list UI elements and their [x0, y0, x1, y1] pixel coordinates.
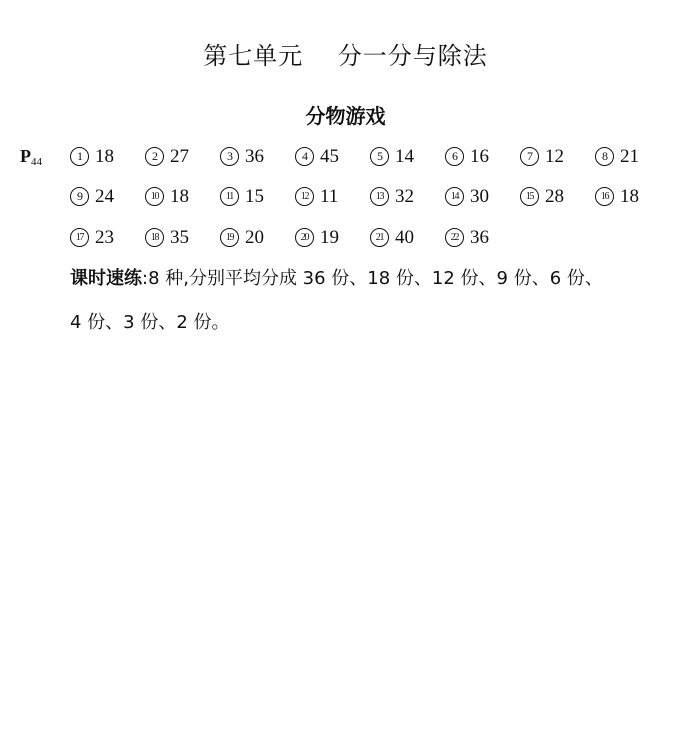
answer-item [445, 184, 520, 208]
question-number: 14 [445, 187, 464, 206]
answer-value: 32 [395, 185, 414, 207]
answer-item [70, 184, 145, 208]
answer-item [145, 184, 220, 208]
answer-item [520, 184, 595, 208]
question-number: 9 [70, 187, 89, 206]
answer-item [145, 144, 220, 168]
answer-value: 20 [245, 226, 264, 248]
practice-text-1: :8 种,分别平均分成 36 份、18 份、12 份、9 份、6 份、 [142, 268, 603, 289]
page-reference-number: 44 [31, 156, 42, 168]
question-number: 3 [220, 147, 239, 166]
question-number: 20 [295, 228, 314, 247]
answer-item [295, 225, 370, 249]
question-number: 10 [145, 187, 164, 206]
answer-item [595, 184, 670, 208]
answer-item [445, 144, 520, 168]
answer-item [370, 144, 445, 168]
page-reference [20, 146, 42, 168]
page-reference-letter: P [20, 146, 31, 166]
answer-value: 15 [245, 185, 264, 207]
answer-value: 21 [620, 145, 639, 167]
answer-value: 23 [95, 226, 114, 248]
answer-value: 27 [170, 145, 189, 167]
answer-value: 18 [620, 185, 639, 207]
answer-item [595, 144, 670, 168]
answer-value: 14 [395, 145, 414, 167]
practice-line-2 [70, 308, 230, 334]
question-number: 13 [370, 187, 389, 206]
answer-value: 19 [320, 226, 339, 248]
answer-item [145, 225, 220, 249]
answer-value: 35 [170, 226, 189, 248]
answer-value: 40 [395, 226, 414, 248]
answer-item [70, 144, 145, 168]
answer-value: 45 [320, 145, 339, 167]
question-number: 15 [520, 187, 539, 206]
answer-item [295, 184, 370, 208]
answer-value: 36 [470, 226, 489, 248]
question-number: 21 [370, 228, 389, 247]
answer-value: 36 [245, 145, 264, 167]
answer-value: 11 [320, 185, 339, 207]
question-number: 4 [295, 147, 314, 166]
answer-value: 30 [470, 185, 489, 207]
answer-value: 18 [170, 185, 189, 207]
answer-item [445, 225, 520, 249]
answer-item [220, 225, 295, 249]
question-number: 19 [220, 228, 239, 247]
question-number: 7 [520, 147, 539, 166]
answer-value: 18 [95, 145, 114, 167]
answer-item [520, 144, 595, 168]
practice-label: 课时速练 [70, 268, 142, 289]
practice-line-1 [70, 264, 603, 290]
answer-item [70, 225, 145, 249]
question-number: 11 [220, 187, 239, 206]
practice-text-2: 4 份、3 份、2 份。 [70, 312, 230, 333]
question-number: 1 [70, 147, 89, 166]
page-title: 第七单元 分一分与除法 [203, 42, 488, 70]
answer-value: 16 [470, 145, 489, 167]
answer-value: 28 [545, 185, 564, 207]
section-title: 分物游戏 [305, 104, 386, 128]
question-number: 5 [370, 147, 389, 166]
answer-value: 24 [95, 185, 114, 207]
question-number: 8 [595, 147, 614, 166]
question-number: 22 [445, 228, 464, 247]
question-number: 12 [295, 187, 314, 206]
answer-item [220, 144, 295, 168]
answer-item [370, 225, 445, 249]
answer-item [220, 184, 295, 208]
question-number: 2 [145, 147, 164, 166]
answer-item [370, 184, 445, 208]
answer-item [295, 144, 370, 168]
question-number: 16 [595, 187, 614, 206]
question-number: 6 [445, 147, 464, 166]
question-number: 18 [145, 228, 164, 247]
question-number: 17 [70, 228, 89, 247]
answer-value: 12 [545, 145, 564, 167]
